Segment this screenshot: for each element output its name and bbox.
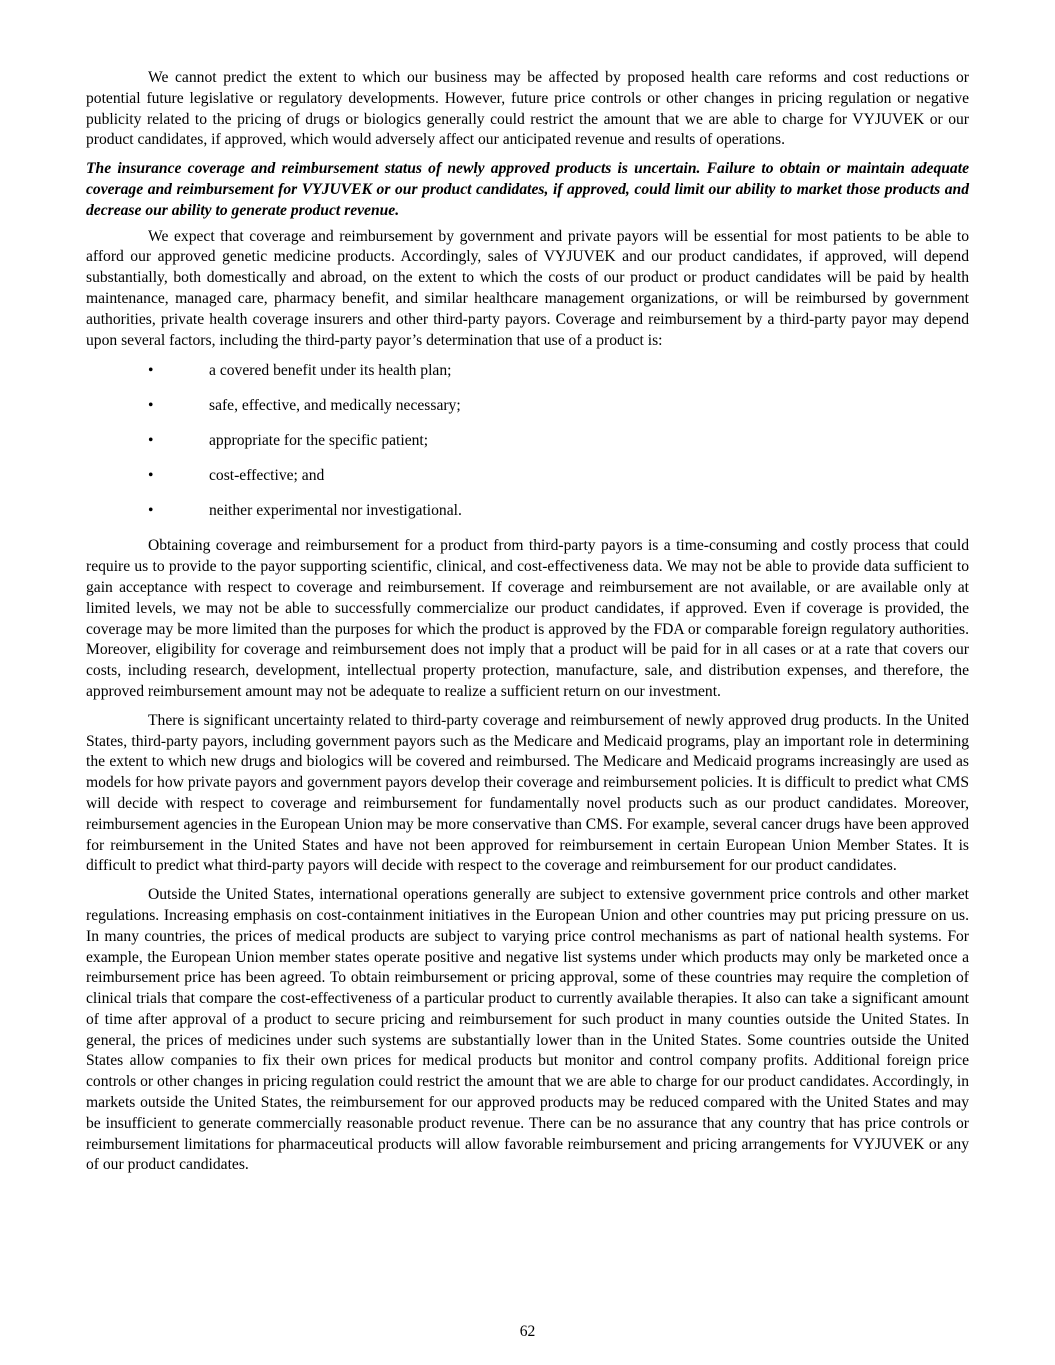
paragraph-coverage-expectation: We expect that coverage and reimbursement by government and private payors will be essential for most patients to be able to afford our approved genetic medicine products. Accordingly, sales of VYJUVEK and our product candidates, if approved, will depend substantially, both domestically and abroad, on the extent to which the costs of our product or product candidates will be paid by health maintenance, managed care, pharmacy benefit, and similar healthcare management organizations, or will be reimbursed by government authorities, private health coverage insurers and other third-party payors. Coverage and reimbursement by a third-party payor may depend upon several factors, including the third-party payor’s determination that use of a product is: [86,227,969,349]
section-heading-insurance-coverage: The insurance coverage and reimbursement status of newly approved products is uncertain. Failure to obtain or maintain adequate coverage and reimbursement for VYJUVEK or our product candidates, if approved, could limit our ability to market those products and decrease our ability to generate product revenue. [86,160,969,219]
paragraph-obtaining-coverage: Obtaining coverage and reimbursement for a product from third-party payors is a time-consuming and costly process that could require us to provide to the payor supporting scientific, clinical, and cost-effectiveness data. We may not be able to provide data sufficient to gain acceptance with respect to coverage and reimbursement. If coverage and reimbursement are not available, or are available only at limited levels, we may not be able to successfully commercialize our product candidates, if approved. Even if coverage is provided, the coverage may be more limited than the purposes for which the product is approved by the FDA or comparable foreign regulatory authorities. Moreover, eligibility for coverage and reimbursement does not imply that a product will be paid for in all cases or at a rate that covers our costs, including research, development, intellectual property protection, manufacture, sale, and distribution expenses, and therefore, the approved reimbursement amount may not be adequate to realize a sufficient return on our investment. [86,537,969,700]
paragraph-health-care-reform: We cannot predict the extent to which our business may be affected by proposed health care reforms and cost reductions or potential future legislative or regulatory developments. However, future price controls or other changes in pricing regulation or negative publicity related to the pricing of drugs or biologics generally could restrict the amount that we are able to charge for VYJUVEK or our product candidates, if approved, which would adversely affect our anticipated revenue and results of operations. [86,69,969,149]
bullet-icon: • [148,467,154,485]
list-item [86,396,969,417]
list-item-text: safe, effective, and medically necessary; [209,397,461,415]
list-item [86,431,969,452]
bullet-icon: • [148,502,154,520]
paragraph-third-party-uncertainty: There is significant uncertainty related to third-party coverage and reimbursement of newly approved drug products. In the United States, third-party payors, including government payors such as the Medicare and Medicaid programs, play an important role in determining the extent to which new drugs and biologics will be covered and reimbursed. The Medicare and Medicaid programs increasingly are used as models for how private payors and government payors develop their coverage and reimbursement policies. It is difficult to predict what CMS will decide with respect to coverage and reimbursement for fundamentally novel products such as our product candidates. Moreover, reimbursement agencies in the European Union may be more conservative than CMS. For example, several cancer drugs have been approved for reimbursement in the United States and have not been approved for reimbursement in certain European Union Member States. It is difficult to predict what third-party payors will decide with respect to the coverage and reimbursement for our product candidates. [86,711,969,875]
list-item-text: cost-effective; and [209,467,325,485]
list-item [86,501,969,522]
document-page [86,68,969,1184]
list-item-text: appropriate for the specific patient; [209,432,429,450]
bullet-icon: • [148,362,154,380]
bullet-icon: • [148,397,154,415]
paragraph-international-price-controls: Outside the United States, international operations generally are subject to extensive government price controls and other market regulations. Increasing emphasis on cost-containment initiatives in the European Union and other countries may put pricing pressure on us. In many countries, the prices of medical products are subject to varying price control mechanisms as part of national health systems. For example, the European Union member states operate positive and negative list systems under which products may only be marketed once a reimbursement price has been agreed. To obtain reimbursement or pricing approval, some of these countries may require the completion of clinical trials that compare the cost-effectiveness of a particular product to currently available therapies. It also can take a significant amount of time after approval of a product to secure pricing and reimbursement for such product in many counties outside the United States. In general, the prices of medicines under such systems are substantially lower than in the United States. Some countries outside the United States allow companies to fix their own prices for medical products but monitor and control company profits. Additional foreign price controls or other changes in pricing regulation could restrict the amount that we are able to charge for our product candidates. Accordingly, in markets outside the United States, the reimbursement for our approved products may be reduced compared with the United States and may be insufficient to generate commercially reasonable product revenue. There can be no assurance that any country that has price controls or reimbursement limitations for pharmaceutical products will allow favorable reimbursement and pricing arrangements for VYJUVEK or any of our product candidates. [86,886,969,1174]
page-number: 62 [519,1323,536,1340]
list-item-text: neither experimental nor investigational. [209,502,462,520]
list-item-text: a covered benefit under its health plan; [209,362,452,380]
determination-criteria-list [86,361,969,522]
list-item [86,361,969,382]
bullet-icon: • [148,432,154,450]
list-item [86,466,969,487]
